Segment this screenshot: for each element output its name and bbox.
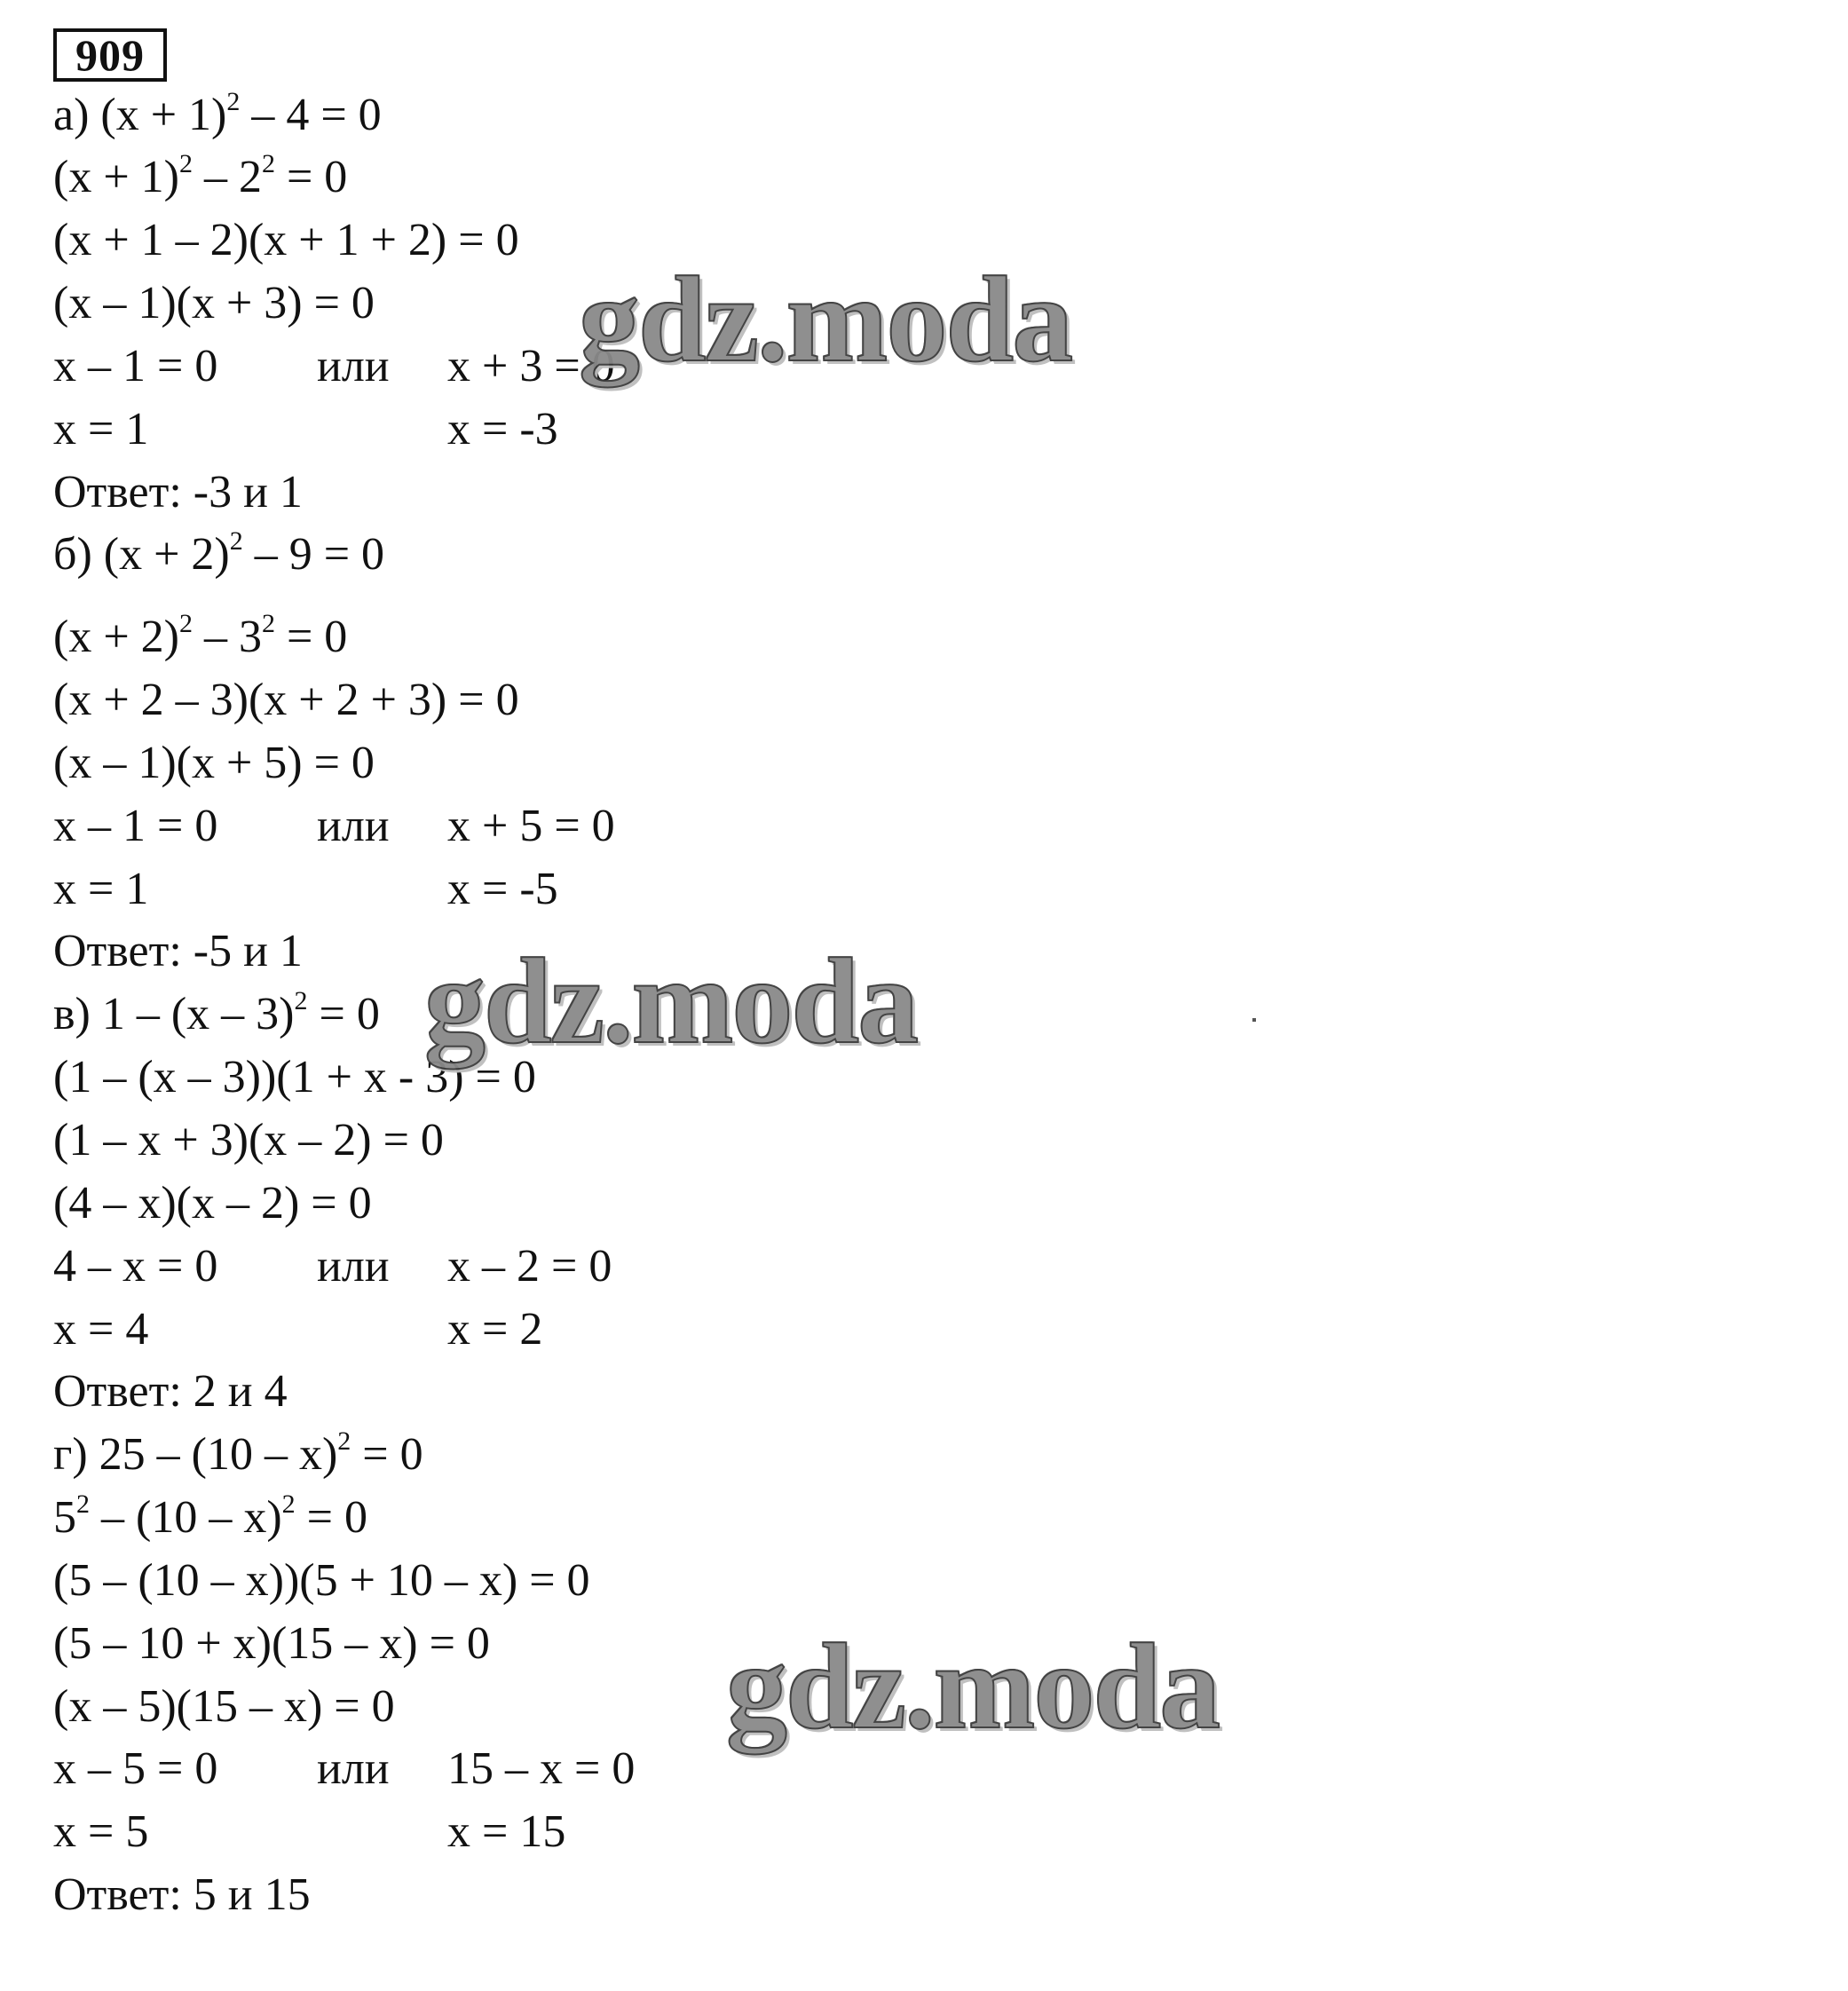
equation-part: x = 1 [53, 864, 149, 914]
equation-part: x = 5 [53, 1806, 149, 1857]
solution-line: Ответ: 2 и 4 [53, 1366, 288, 1417]
solution-line: г) 25 – (10 – x)$^2$ = 0 [53, 1426, 423, 1480]
solution-line: Ответ: -3 и 1 [53, 467, 303, 518]
connector-word: или [317, 341, 390, 391]
watermark: gdz.moda [579, 251, 1072, 387]
solution-line: (1 – x + 3)(x – 2) = 0 [53, 1115, 444, 1165]
solution-line [53, 1805, 941, 1859]
equation-part: 4 – x = 0 [53, 1241, 218, 1292]
solution-line [53, 1240, 941, 1293]
solution-line: $(x + 1)^2 - 2^2 = 0$ [53, 148, 348, 202]
solution-line: Ответ: -5 и 1 [53, 926, 303, 976]
problem-number: 909 [53, 28, 167, 82]
connector-word: или [317, 1743, 390, 1794]
solution-line: (x – 1)(x + 5) = 0 [53, 738, 375, 788]
solution-line [53, 1303, 941, 1356]
equation-part: x = 15 [447, 1806, 566, 1857]
solution-line: $(x + 2)^2 - 3^2 = 0$ [53, 608, 348, 662]
solution-line: (x + 1 – 2)(x + 1 + 2) = 0 [53, 215, 519, 265]
solution-line: (x – 5)(15 – x) = 0 [53, 1681, 395, 1732]
equation-part: 15 – x = 0 [447, 1743, 636, 1794]
equation-part: x = 1 [53, 404, 149, 454]
solution-line: $5^2 - (10 - x)^2 = 0$ [53, 1489, 367, 1543]
equation-part: x – 2 = 0 [447, 1241, 612, 1292]
solution-line [53, 800, 941, 853]
solution-line [53, 403, 941, 456]
equation-part: x – 5 = 0 [53, 1743, 218, 1794]
solution-line: б) $(x + 2)^2 - 9 = 0$ [53, 525, 385, 580]
solution-line: (5 – 10 + x)(15 – x) = 0 [53, 1618, 490, 1669]
equation-part: x – 1 = 0 [53, 341, 218, 391]
equation-part: x = -5 [447, 864, 558, 914]
solution-line: (x – 1)(x + 3) = 0 [53, 278, 375, 328]
equation-part: x = 2 [447, 1304, 543, 1355]
equation-part: x = 4 [53, 1304, 149, 1355]
solution-line: Ответ: 5 и 15 [53, 1869, 311, 1920]
connector-word: или [317, 1241, 390, 1292]
connector-word: или [317, 801, 390, 851]
solution-line: (4 – x)(x – 2) = 0 [53, 1178, 372, 1229]
equation-part: x – 1 = 0 [53, 801, 218, 851]
solution-line: (5 – (10 – x))(5 + 10 – x) = 0 [53, 1555, 590, 1606]
solution-line: (x + 2 – 3)(x + 2 + 3) = 0 [53, 675, 519, 725]
solution-line: (1 – (x – 3))(1 + x - 3) = 0 [53, 1052, 536, 1102]
solution-line: в) 1 – (x – 3)$^2$ = 0 [53, 985, 380, 1039]
equation-part: x + 5 = 0 [447, 801, 615, 851]
solution-line: а) $(x + 1)^2 - 4 = 0$ [53, 86, 382, 140]
solution-line [53, 863, 941, 916]
equation-part: x + 3 = 0 [447, 341, 615, 391]
equation-part: x = -3 [447, 404, 558, 454]
watermark: gdz.moda [424, 933, 918, 1069]
scan-speck [1252, 1018, 1256, 1022]
watermark: gdz.moda [726, 1618, 1220, 1754]
